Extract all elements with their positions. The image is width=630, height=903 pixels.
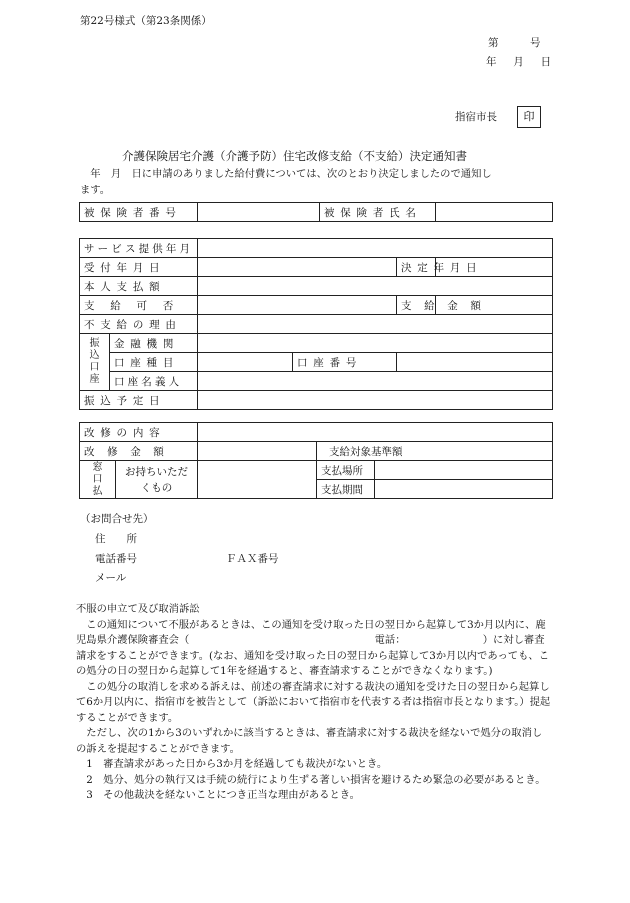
payment-place-label: 支払場所 (317, 461, 375, 480)
account-type-value (198, 353, 293, 372)
insured-name-label: 被保険者氏名 (320, 203, 436, 222)
payment-place-value (375, 461, 553, 480)
insured-number-value (198, 203, 320, 222)
appeal-heading: 不服の申立て及び取消訴訟 (76, 603, 200, 615)
form-label: 第22号様式（第23条関係） (80, 15, 212, 27)
counter-payment-label: 窓口払 (80, 461, 116, 499)
contact-heading: （お問合せ先） (80, 513, 154, 525)
issuer-title: 指宿市長 (455, 111, 497, 123)
items-to-bring-label (116, 461, 198, 499)
payment-table (79, 238, 553, 410)
insured-table (79, 202, 553, 222)
document-number: 第 号 (488, 37, 541, 49)
renovation-table (79, 422, 553, 499)
items-to-bring-line-2: くもの (140, 481, 173, 494)
payment-base-amount-label: 支給対象基準額 (317, 442, 553, 461)
payment-amount-label: 支給金額 (397, 296, 436, 315)
service-month-value (198, 239, 553, 258)
document-title: 介護保険居宅介護（介護予防）住宅改修支給（不支給）決定通知書 (122, 149, 467, 163)
contact-phone: 電話番号 (95, 553, 137, 565)
transfer-date-value (198, 391, 553, 410)
items-to-bring-value (198, 461, 317, 499)
issue-date: 年 月 日 (486, 56, 555, 68)
payment-period-label: 支払期間 (317, 480, 375, 499)
appeal-paragraph-2: この処分の取消しを求める訴えは、前述の審査請求に対する裁決の通知を受けた日の翌日から起算して6か月以内に、指宿市を被告として（訴訟において指宿市を代表する者は指宿市長となります。）提起することができます。 (76, 680, 551, 724)
appeal-item-3: 3 その他裁決を経ないことにつき正当な理由があるとき。 (86, 789, 360, 801)
transfer-date-label: 振込予定日 (80, 391, 198, 410)
payment-period-value (375, 480, 553, 499)
insured-number-label: 被保険者番号 (80, 203, 198, 222)
receipt-date-value (198, 258, 397, 277)
account-type-label: 口座種目 (110, 353, 198, 372)
account-number-label: 口座番号 (293, 353, 397, 372)
contact-address: 住 所 (95, 533, 137, 545)
bank-value (198, 334, 553, 353)
seal-box: 印 (517, 106, 541, 128)
bank-label: 金融機関 (110, 334, 198, 353)
appeal-paragraph-1: この通知について不服があるときは、この通知を受け取った日の翌日から起算して3か月以内に、鹿児島県介護保険審査会（ 電話： ）に対し審査請求をすることができます。(なお、通知を受け取った日の翌日から起算して3か月以内であっても、この処分の日の翌日から起算して1年を経過すると、審査請求することができなくなります。) (76, 618, 549, 677)
appeal-item-1: 1 審査請求があった日から3か月を経過しても裁決がないとき。 (86, 758, 388, 770)
contact-fax: ＦＡＸ番号 (226, 553, 279, 565)
receipt-date-label: 受付年月日 (80, 258, 198, 277)
nonpayment-reason-label: 不支給の理由 (80, 315, 198, 334)
transfer-account-label: 振込口座 (80, 334, 110, 391)
intro-line-2: ます。 (80, 184, 111, 196)
payment-approval-value (198, 296, 397, 315)
account-holder-value (198, 372, 553, 391)
intro-line-1: 年 月 日に申請のありました給付費については、次のとおり決定しましたので通知し (80, 168, 492, 180)
insured-name-value (436, 203, 553, 222)
service-month-label: サービス提供年月 (80, 239, 198, 258)
payment-approval-label: 支給可否 (80, 296, 198, 315)
appeal-item-2: 2 処分、処分の執行又は手続の続行により生ずる著しい損害を避けるため緊急の必要があるとき。 (86, 773, 546, 786)
self-payment-label: 本人支払額 (80, 277, 198, 296)
renovation-amount-label: 改修金額 (80, 442, 198, 461)
appeal-notes (76, 602, 552, 804)
account-number-value (397, 353, 553, 372)
contact-mail: メール (95, 572, 127, 584)
decision-date-label: 決定年月日 (397, 258, 436, 277)
self-payment-value (198, 277, 553, 296)
renovation-amount-value (198, 442, 317, 461)
renovation-content-value (198, 423, 553, 442)
account-holder-label: 口座名義人 (110, 372, 198, 391)
nonpayment-reason-value (198, 315, 553, 334)
renovation-content-label: 改修の内容 (80, 423, 198, 442)
appeal-paragraph-3: ただし、次の1から3のいずれかに該当するときは、審査請求に対する裁決を経ないで処分の取消しの訴えを提起することができます。 (76, 727, 543, 755)
items-to-bring-line-1: お持ちいただ (125, 465, 188, 478)
